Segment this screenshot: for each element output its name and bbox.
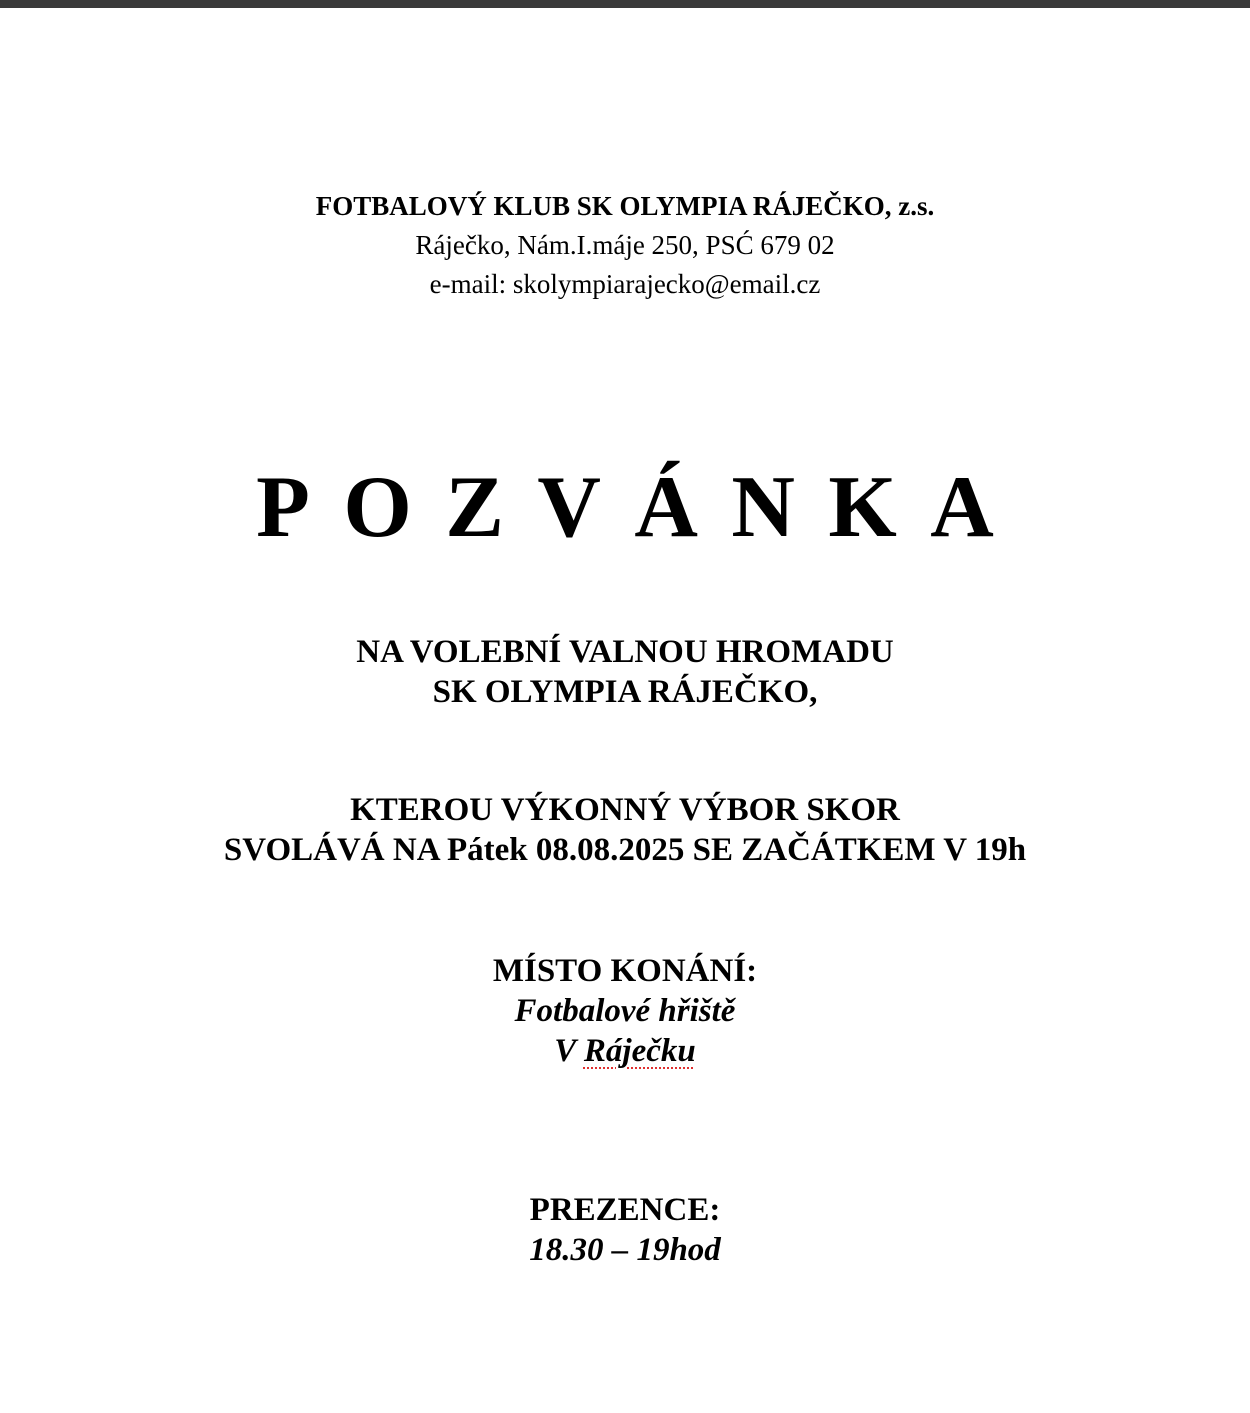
convening-line-1: KTEROU VÝKONNÝ VÝBOR SKOR [350,792,900,828]
venue-line-2-prefix: V [554,1033,584,1069]
window-top-edge [0,0,1250,8]
presence-time: 18.30 – 19hod [529,1232,721,1268]
presence-label: PREZENCE: [529,1192,721,1228]
org-address: Ráječko, Nám.I.máje 250, PSĆ 679 02 [415,230,835,260]
org-email: e-mail: skolympiarajecko@email.cz [429,269,821,299]
venue-line-2-word: Ráječku [583,1033,696,1069]
convening-line-2: SVOLÁVÁ NA Pátek 08.08.2025 SE ZAČÁTKEM V 19h [223,832,1027,868]
invitation-line-2: SK OLYMPIA RÁJEČKO, [432,674,818,710]
document-page [0,8,1250,1413]
org-name: FOTBALOVÝ KLUB SK OLYMPIA RÁJEČKO, z.s. [315,191,935,221]
document-title: POZVÁNKA [256,459,1028,556]
venue-line-1: Fotbalové hřiště [514,993,736,1029]
venue-label: MÍSTO KONÁNÍ: [492,953,758,989]
venue-line-2 [0,1031,1250,1071]
invitation-line-1: NA VOLEBNÍ VALNOU HROMADU [356,634,894,670]
